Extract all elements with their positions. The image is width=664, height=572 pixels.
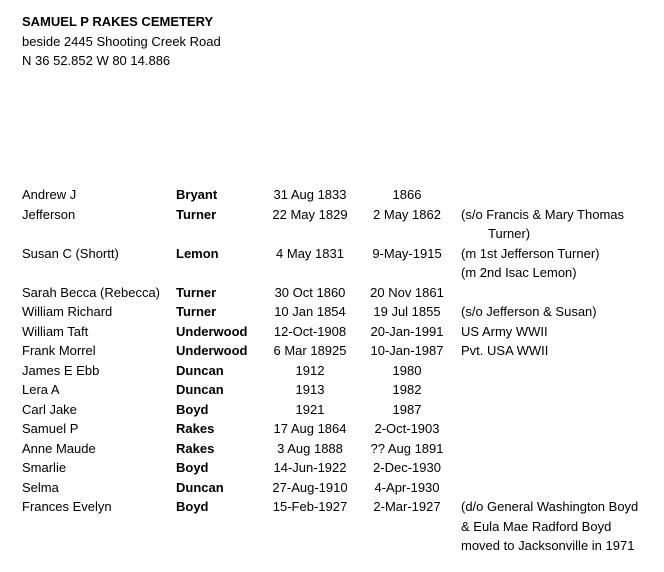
- birth-date: 6 Mar 18925: [273, 343, 347, 358]
- last-name: Boyd: [176, 499, 209, 514]
- last-name: Duncan: [176, 479, 224, 495]
- last-name: Rakes: [176, 421, 215, 436]
- table-row: [0, 400, 664, 420]
- last-name: Boyd: [176, 460, 209, 475]
- birth-date: 27-Aug-1910: [272, 479, 348, 495]
- note: (m 1st Jefferson Turner): [461, 245, 600, 261]
- first-name: Andrew J: [22, 187, 77, 202]
- table-row: [0, 341, 664, 361]
- birth-date: 31 Aug 1833: [273, 187, 347, 202]
- birth-date: 4 May 1831: [276, 245, 344, 261]
- note-continued: Turner): [488, 226, 531, 241]
- table-row: [0, 361, 664, 381]
- table-row: [0, 458, 664, 478]
- death-date: 2-Mar-1927: [373, 499, 441, 514]
- death-date: 2-Dec-1930: [373, 460, 441, 475]
- last-name: Underwood: [176, 323, 248, 339]
- table-row: [0, 419, 664, 439]
- table-row: [0, 302, 664, 322]
- birth-date: 1912: [295, 362, 325, 378]
- birth-date: 1921: [295, 401, 325, 417]
- last-name: Underwood: [176, 343, 248, 358]
- death-date: 1987: [392, 401, 422, 417]
- death-date: 2-Oct-1903: [374, 421, 440, 436]
- death-date: 2 May 1862: [373, 206, 441, 222]
- table-row: [0, 497, 664, 517]
- birth-date: 3 Aug 1888: [277, 440, 343, 456]
- first-name: Carl Jake: [22, 401, 77, 417]
- first-name: Smarlie: [22, 460, 67, 475]
- table-row: [0, 283, 664, 303]
- table-row-continuation: [0, 224, 664, 244]
- death-date: 4-Apr-1930: [374, 479, 440, 495]
- table-row-continuation: [0, 263, 664, 283]
- note: (s/o Jefferson & Susan): [461, 304, 597, 319]
- cemetery-coordinates: N 36 52.852 W 80 14.886: [22, 53, 171, 68]
- first-name: William Taft: [22, 323, 89, 339]
- table-row-continuation: [0, 517, 664, 537]
- birth-date: 14-Jun-1922: [273, 460, 347, 475]
- table-row: [0, 478, 664, 498]
- last-name: Turner: [176, 206, 217, 222]
- burial-table: [0, 185, 664, 556]
- death-date: ?? Aug 1891: [370, 440, 444, 456]
- death-date: 1982: [392, 382, 422, 397]
- death-date: 20 Nov 1861: [370, 284, 444, 300]
- first-name: Anne Maude: [22, 440, 96, 456]
- birth-date: 30 Oct 1860: [274, 284, 346, 300]
- cemetery-location: beside 2445 Shooting Creek Road: [22, 33, 221, 49]
- death-date: 1980: [392, 362, 422, 378]
- last-name: Lemon: [176, 245, 219, 261]
- first-name: Frank Morrel: [22, 343, 96, 358]
- table-row: [0, 380, 664, 400]
- death-date: 19 Jul 1855: [373, 304, 441, 319]
- note-continued: moved to Jacksonville in 1971: [461, 538, 635, 553]
- table-row: [0, 439, 664, 459]
- note: Pvt. USA WWII: [461, 343, 549, 358]
- note-continued: (m 2nd Isac Lemon): [461, 265, 577, 280]
- table-row: [0, 244, 664, 264]
- table-row-continuation: [0, 536, 664, 556]
- birth-date: 12-Oct-1908: [273, 323, 347, 339]
- birth-date: 1913: [295, 382, 325, 397]
- first-name: William Richard: [22, 304, 113, 319]
- table-row: [0, 185, 664, 205]
- table-row: [0, 322, 664, 342]
- first-name: Lera A: [22, 382, 60, 397]
- first-name: Frances Evelyn: [22, 499, 112, 514]
- note: US Army WWII: [461, 323, 548, 339]
- death-date: 1866: [392, 187, 422, 202]
- first-name: Samuel P: [22, 421, 79, 436]
- document-header: [22, 12, 221, 71]
- last-name: Duncan: [176, 362, 224, 378]
- last-name: Turner: [176, 304, 217, 319]
- birth-date: 10 Jan 1854: [274, 304, 346, 319]
- last-name: Boyd: [176, 401, 209, 417]
- birth-date: 17 Aug 1864: [273, 421, 347, 436]
- first-name: Jefferson: [22, 206, 76, 222]
- birth-date: 15-Feb-1927: [272, 499, 348, 514]
- last-name: Rakes: [176, 440, 215, 456]
- note-continued: & Eula Mae Radford Boyd: [461, 518, 612, 534]
- birth-date: 22 May 1829: [272, 206, 348, 222]
- table-row: [0, 205, 664, 225]
- note: (s/o Francis & Mary Thomas: [461, 206, 625, 222]
- death-date: 9-May-1915: [372, 245, 442, 261]
- death-date: 20-Jan-1991: [370, 323, 444, 339]
- cemetery-title: SAMUEL P RAKES CEMETERY: [22, 14, 214, 29]
- note: (d/o General Washington Boyd: [461, 499, 639, 514]
- last-name: Bryant: [176, 187, 218, 202]
- first-name: Selma: [22, 479, 59, 495]
- first-name: Susan C (Shortt): [22, 245, 119, 261]
- last-name: Duncan: [176, 382, 224, 397]
- first-name: Sarah Becca (Rebecca): [22, 284, 161, 300]
- death-date: 10-Jan-1987: [370, 343, 444, 358]
- first-name: James E Ebb: [22, 362, 100, 378]
- last-name: Turner: [176, 284, 217, 300]
